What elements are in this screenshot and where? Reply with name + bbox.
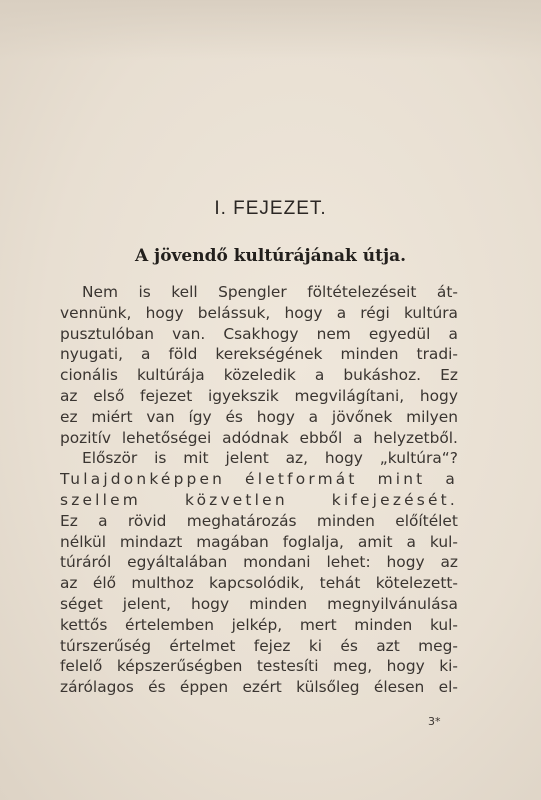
word: séget [60,594,103,613]
word: hogy [386,657,425,676]
word: az [440,553,458,572]
text-line [60,511,458,532]
word: hogy [386,553,425,572]
word: kerekségének [215,345,323,364]
word: foglalja, [282,532,344,551]
word: föltételezéseit [307,283,417,301]
word: a [336,303,347,322]
word: külsőleg [296,678,360,697]
word: régi [360,303,390,322]
word: vennünk, [60,303,132,322]
word: az, [285,449,308,468]
word: helyzetből. [373,428,458,447]
word: kultúrája [136,366,205,385]
word: és [225,407,243,426]
word: tehát [319,574,361,593]
word: el- [438,678,458,697]
text-line [60,428,458,449]
text-line [60,282,458,303]
word: mint [377,470,426,489]
word: ki- [439,657,458,676]
word: meghatározás [186,511,297,530]
word: van [146,407,175,426]
page-shadow [0,0,541,60]
word: túrszerűség [60,636,152,655]
word: megnyilvánulása [327,594,458,613]
word: értelemben [124,615,215,634]
text-line [60,469,458,490]
word: Ez [440,366,458,385]
word: bukáshoz. [343,366,422,385]
word: tradi- [416,345,458,364]
word: jelent [225,449,269,468]
word: multhoz [131,574,194,593]
word: első [93,386,125,405]
text-line [60,656,458,677]
text-line [60,344,458,365]
word: hogy [191,594,230,613]
word: pusztulóban [60,324,155,343]
text-line [60,324,458,345]
word: kapcsolódik, [209,574,305,593]
word: a [308,407,319,426]
word: ki [308,636,323,655]
word: azt [376,636,400,655]
word: adódnak [222,428,289,447]
word: élesen [373,678,425,697]
word: is [138,283,151,301]
word: és [148,678,166,697]
word: miért [91,407,133,426]
text-line [60,490,458,511]
word: egyedül [368,324,431,343]
word: jövőnek [331,407,393,426]
word: magában [196,532,269,551]
word: így [188,407,212,426]
chapter-heading: I. FEJEZET. [214,198,327,219]
word: az [60,574,78,593]
word: közeledik [223,366,296,385]
body-text [60,282,458,698]
word: Tulajdonképpen [60,470,226,489]
text-line [60,303,458,324]
word: lehet: [326,553,371,572]
word: nélkül [60,532,106,551]
word: a [353,428,363,447]
word: és [340,636,358,655]
word: kul- [429,532,458,551]
word: hogy [324,449,363,468]
word: minden [249,594,308,613]
word: képszerűségben [116,657,243,676]
word: kultúra [403,303,458,322]
word: túráról [60,553,112,572]
word: minden [316,511,375,530]
word: minden [354,615,413,634]
word: Csakhogy [223,324,299,343]
text-line [60,448,458,469]
word: ez [60,407,78,426]
text-line [60,573,458,594]
word: nem [316,324,351,343]
text-line [60,386,458,407]
text-line [60,532,458,553]
word: a [98,511,108,530]
word: rövid [127,511,167,530]
word: meg, [333,657,373,676]
word: az [60,386,78,405]
word: a [314,366,325,385]
word: amit [357,532,393,551]
word: szellem [60,490,141,509]
word: egyáltalában [127,553,228,572]
word: milyen [406,407,458,426]
text-line [60,677,458,698]
word: igyekszik [207,386,279,405]
word: jelent, [122,594,171,613]
word: a [141,345,151,364]
word: a [445,470,458,489]
word: Spengler [218,283,287,301]
text-line [60,552,458,573]
word: hogy [284,303,323,322]
word: Először [82,449,138,468]
word: mit [183,449,209,468]
word: hogy [145,303,184,322]
word: hogy [419,386,458,405]
word: belássuk, [197,303,271,322]
word: értelmet [169,636,236,655]
word: cionális [60,366,118,385]
word: meg- [418,636,458,655]
word: ezért [242,678,282,697]
word: éppen [179,678,229,697]
word: megvilágítani, [294,386,405,405]
word: mert [299,615,337,634]
word: közvetlen [185,490,288,509]
word: kifejezését. [331,490,458,509]
word: előítélet [395,511,458,530]
word: is [154,449,167,468]
word: hogy [256,407,295,426]
word: föld [168,345,198,364]
word: kell [171,283,198,301]
word: nyugati, [60,345,124,364]
word: mondani [243,553,311,572]
word: minden [340,345,399,364]
text-line [60,365,458,386]
text-line [60,615,458,636]
word: mindazt [119,532,183,551]
word: pozitív [60,428,111,447]
text-line [60,636,458,657]
section-title: A jövendő kultúrájának útja. [134,246,407,266]
word: kettős [60,615,108,634]
word: lehetőségei [121,428,212,447]
word: át- [436,283,458,301]
word: „kultúra“? [379,449,458,468]
word: ebből [299,428,343,447]
word: élő [92,574,117,593]
word: Nem [82,283,118,301]
word: kul- [429,615,458,634]
word: fejezet [140,386,193,405]
word: a [448,324,458,343]
word: a [406,532,416,551]
word: zárólagos [60,678,134,697]
text-line [60,407,458,428]
word: Ez [60,511,78,530]
word: fejez [253,636,291,655]
page-number: 3* [428,715,441,728]
word: jelkép, [231,615,283,634]
word: van. [172,324,206,343]
word: felelő [60,657,103,676]
word: kötelezett- [375,574,458,593]
word: életformát [245,470,358,489]
text-line [60,594,458,615]
word: testesíti [256,657,319,676]
